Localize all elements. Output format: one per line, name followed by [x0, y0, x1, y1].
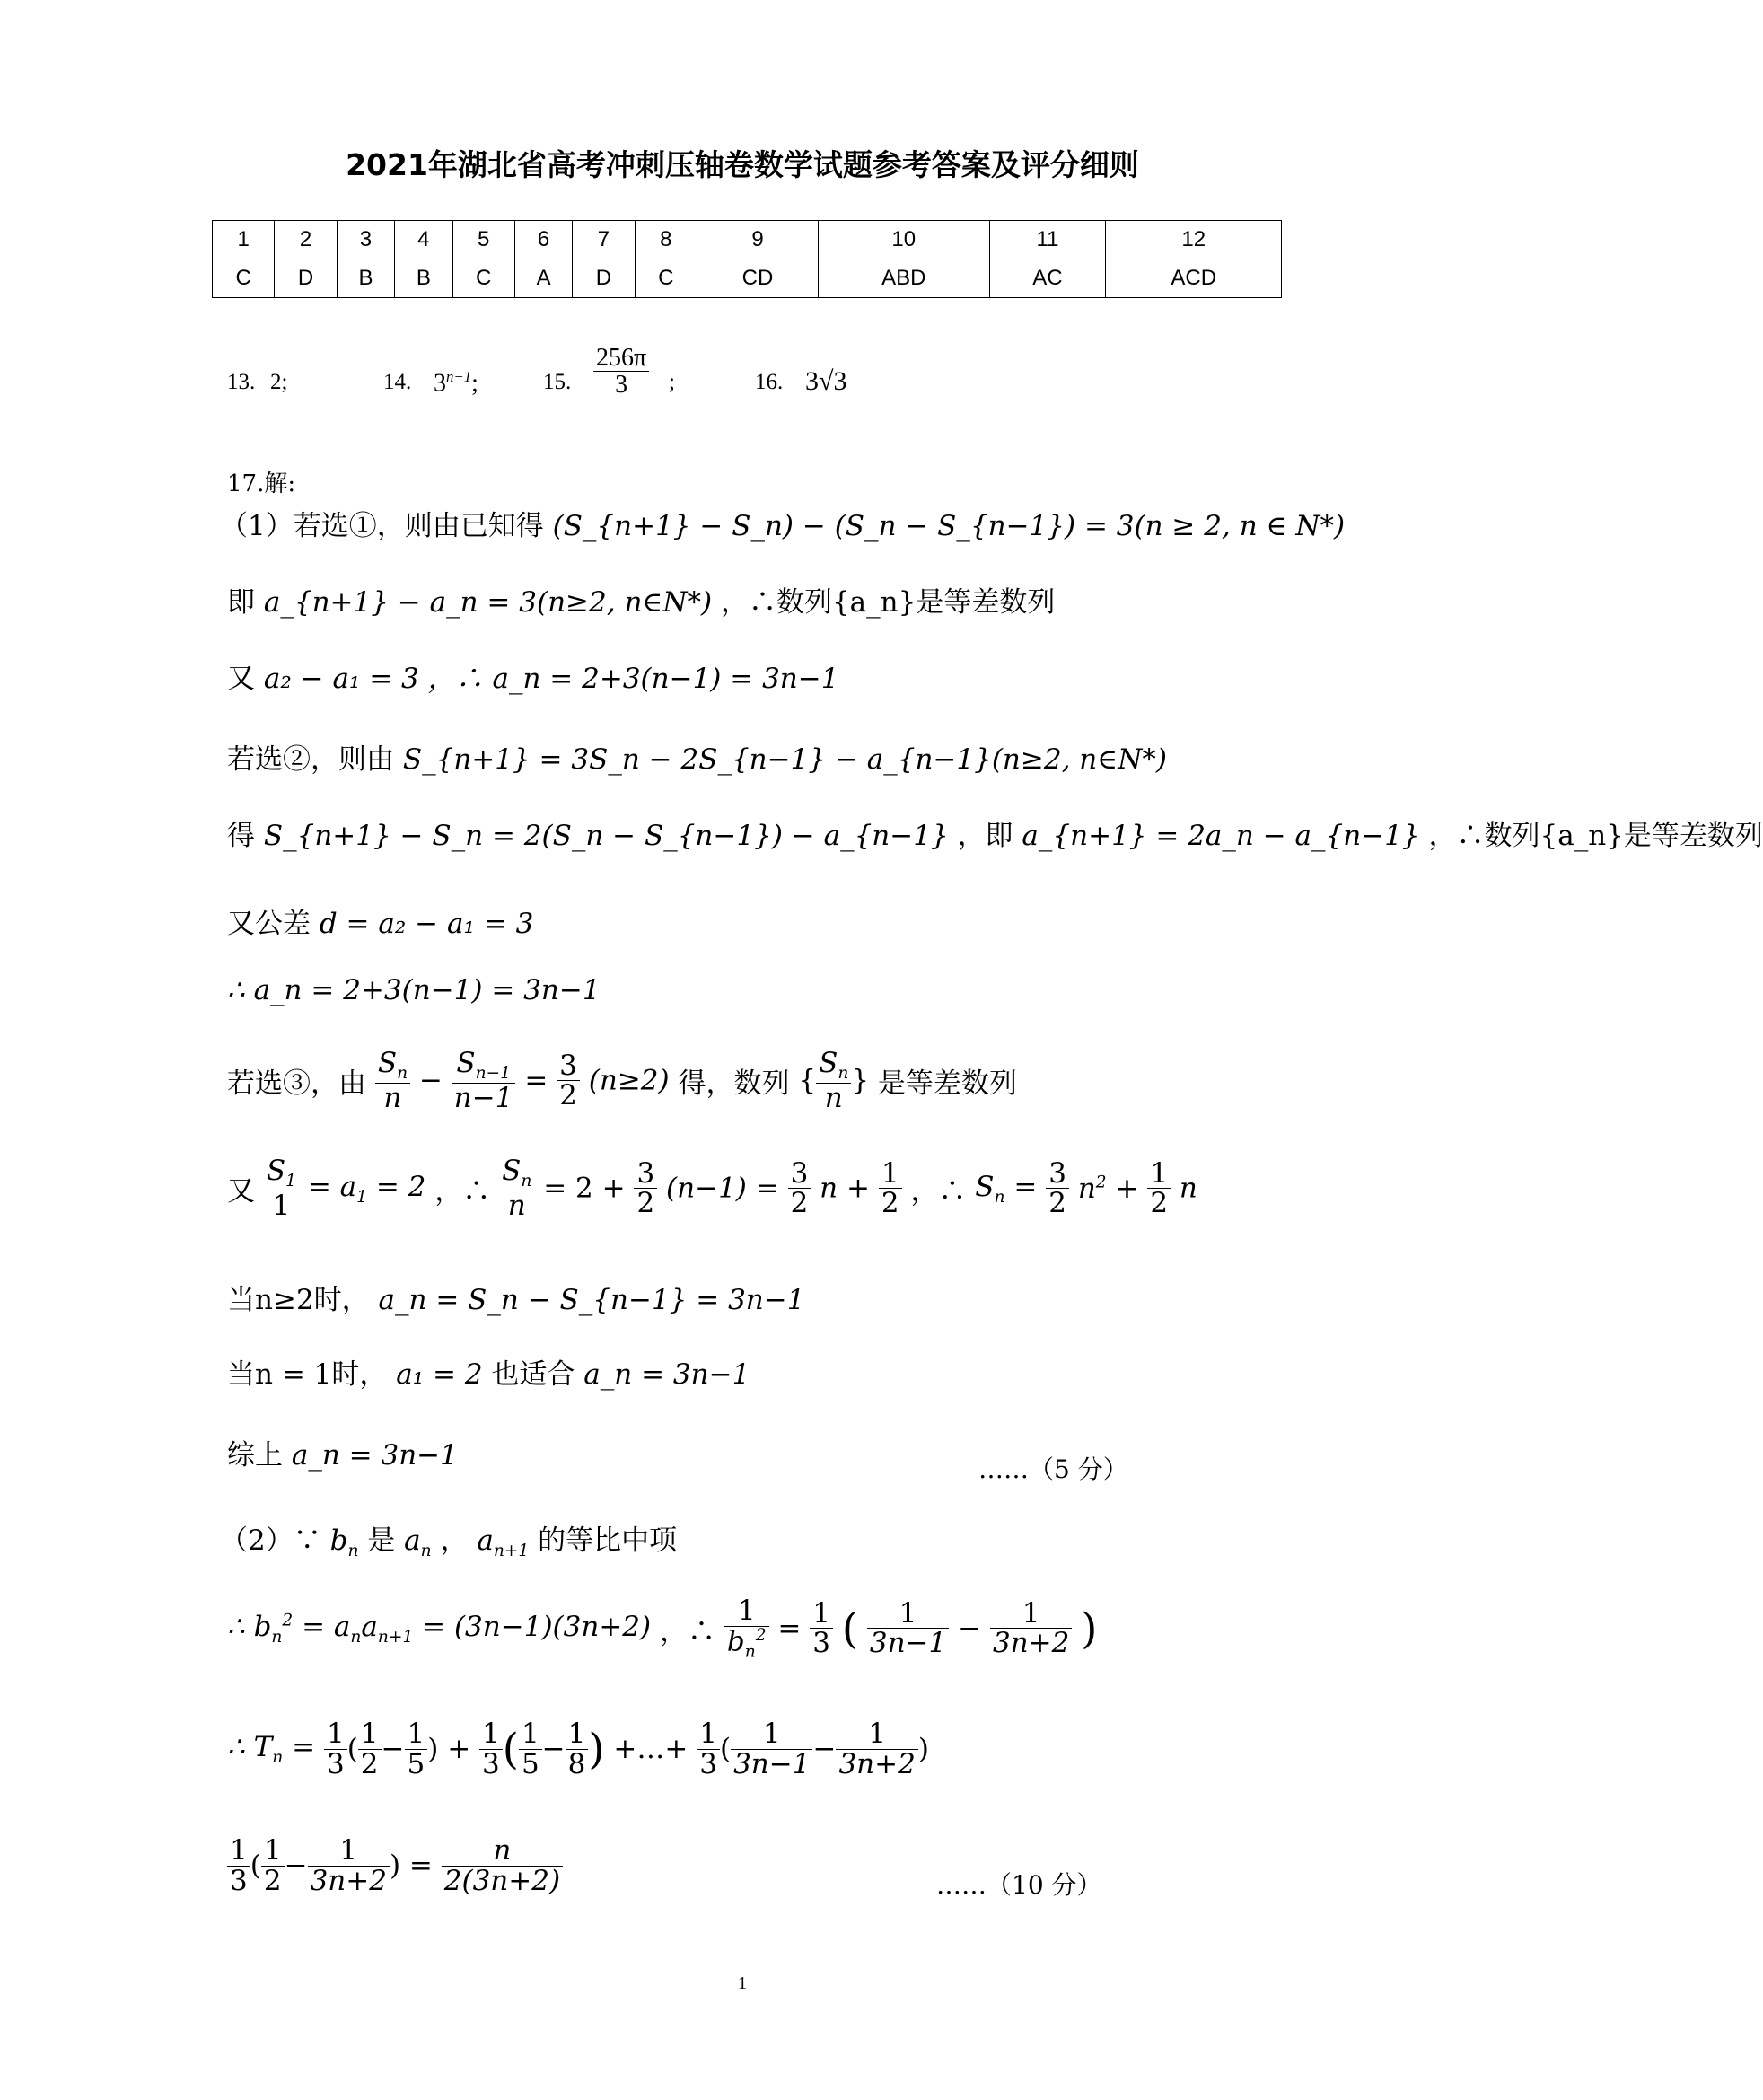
answer-cell: B	[395, 259, 452, 298]
answer-table-number-row	[213, 221, 1282, 259]
question-number-cell: 3	[337, 221, 394, 259]
when-n-ge-2-line: 当n≥2时， a_n = S_n − S_{n−1} = 3n−1	[227, 1284, 805, 1316]
option2-line4: ∴ a_n = 2+3(n−1) = 3n−1	[227, 974, 601, 1006]
part2-line2: ∴ $b_n^2 = a_na_{n+1} = (3n-1)(3n+2)$ ，∴ $\frac{1}{b_n^2}$ = $\frac{1}{3}$ ( $\frac{1}{3n-1}$ − $\frac{1}{3n+2}$ )	[227, 1595, 1098, 1662]
answer-table	[212, 220, 1282, 298]
question-number-cell: 9	[697, 221, 819, 259]
question-number-cell: 10	[818, 221, 989, 259]
q16-answer: 3√3	[805, 366, 847, 396]
question-number-cell: 11	[989, 221, 1106, 259]
q15-fraction: $\frac{256\pi}{3}$	[593, 345, 649, 399]
when-n-1-line: 当n = 1时， a₁ = 2 也适合 a_n = 3n−1	[227, 1358, 750, 1391]
question-number-cell: 6	[514, 221, 572, 259]
option2-line1: 若选②，则由 S_{n+1} = 3S_n − 2S_{n−1} − a_{n−1}(n≥2, n∈N*)	[227, 743, 1167, 776]
page-number: 1	[738, 1973, 747, 1993]
frac-sn-over-n: $\frac{S_n}{n}$	[375, 1049, 410, 1112]
q15-label: 15.	[543, 370, 572, 394]
fill-in-answers	[227, 344, 1035, 424]
option2-line2: 得 S_{n+1} − S_n = 2(S_n − S_{n−1}) − a_{n−1} ，即 a_{n+1} = 2a_n − a_{n−1} ，∴数列{a_n}是等差数列	[227, 820, 1763, 852]
question-number-cell: 8	[635, 221, 697, 259]
option1-line: （1）若选①，则由已知得 (S_{n+1} − S_n) − (S_n − S_{n−1}) = 3(n ≥ 2, n ∈ N*)	[220, 510, 1346, 542]
answer-cell: C	[635, 259, 697, 298]
q13-answer: 2;	[270, 370, 288, 394]
question-number-cell: 12	[1106, 221, 1282, 259]
question-number-cell: 4	[395, 221, 452, 259]
question-number-cell: 2	[275, 221, 337, 259]
q15-sep: ;	[669, 370, 675, 394]
option1-line3: 又 a₂ − a₁ = 3 ，∴ a_n = 2+3(n−1) = 3n−1	[227, 663, 839, 695]
frac-3-over-2: $\frac{3}{2}$	[557, 1051, 580, 1111]
part2-line4: $\frac{1}{3}$ ( $\frac{1}{2}$ − $\frac{1}{3n+2}$ ) = $\frac{n}{2(3n+2)}$	[227, 1836, 563, 1895]
q16-label: 16.	[755, 370, 784, 394]
question-number-cell: 5	[452, 221, 514, 259]
frac-sn-over-n-2: $\frac{S_n}{n}$	[816, 1049, 851, 1112]
frac-sn1-over-n1: $\frac{S_{n-1}}{n-1}$	[452, 1049, 516, 1112]
part2-line1: （2）∵ $b_n$ 是 $a_n$ ， $a_{n+1}$ 的等比中项	[220, 1524, 678, 1561]
score-5: ……（5 分）	[978, 1454, 1128, 1484]
answer-cell: A	[514, 259, 572, 298]
page-title: 2021年湖北省高考冲刺压轴卷数学试题参考答案及评分细则	[346, 147, 1139, 182]
option1-line2: 即 a_{n+1} − a_n = 3(n≥2, n∈N*) ，∴数列{a_n}是等差数列	[227, 586, 1056, 619]
answer-cell: D	[275, 259, 337, 298]
question-number-cell: 7	[573, 221, 635, 259]
option2-line3: 又公差 d = a₂ − a₁ = 3	[227, 908, 534, 940]
answer-cell: ACD	[1106, 259, 1282, 298]
answer-cell: C	[452, 259, 514, 298]
solution-heading: 17.解:	[227, 470, 296, 497]
answer-cell: CD	[697, 259, 819, 298]
summary-line: 综上 a_n = 3n−1	[227, 1439, 458, 1472]
option3-line2: 又 $\frac{S_1}{1}$ = $a_1 = 2$ ，∴ $\frac{S_n}{n}$ = 2 + $\frac{3}{2}$ (n−1) = $\frac{3}{2}$ n + $\frac{1}{2}$ ，∴ $S_n$ = $\frac{3}{2}$ $n^2$ + $\frac{1}{2}$ n	[227, 1155, 1197, 1222]
q14-label: 14.	[383, 370, 412, 394]
option3-line1: 若选③，由 $\frac{S_n}{n}$ − $\frac{S_{n-1}}{n-1}$ = $\frac{3}{2}$ (n≥2) 得，数列 { $\frac{S_n}{n}$ } 是等差数列	[227, 1047, 1017, 1114]
answer-cell: AC	[989, 259, 1106, 298]
answer-table-answer-row	[213, 259, 1282, 298]
option1-math: (S_{n+1} − S_n) − (S_n − S_{n−1}) = 3(n ≥ 2, n ∈ N*)	[552, 510, 1346, 542]
answer-cell: B	[337, 259, 394, 298]
q14-answer: $3^{n-1}$;	[434, 368, 478, 398]
answer-cell: C	[213, 259, 275, 298]
part2-line3: ∴ $T_n$ = $\frac{1}{3}$ ( $\frac{1}{2}$ − $\frac{1}{5}$ ) + $\frac{1}{3}$ ( $\frac{1}{5}$ − $\frac{1}{8}$ ) +…+ $\frac{1}{3}$ ( $\frac{1}{3n-1}$ − $\frac{1}{3n+2}$ )	[227, 1718, 929, 1780]
score-10: ……（10 分）	[936, 1870, 1102, 1900]
question-number-cell: 1	[213, 221, 275, 259]
q13-label: 13.	[227, 370, 256, 394]
answer-cell: D	[573, 259, 635, 298]
answer-cell: ABD	[818, 259, 989, 298]
